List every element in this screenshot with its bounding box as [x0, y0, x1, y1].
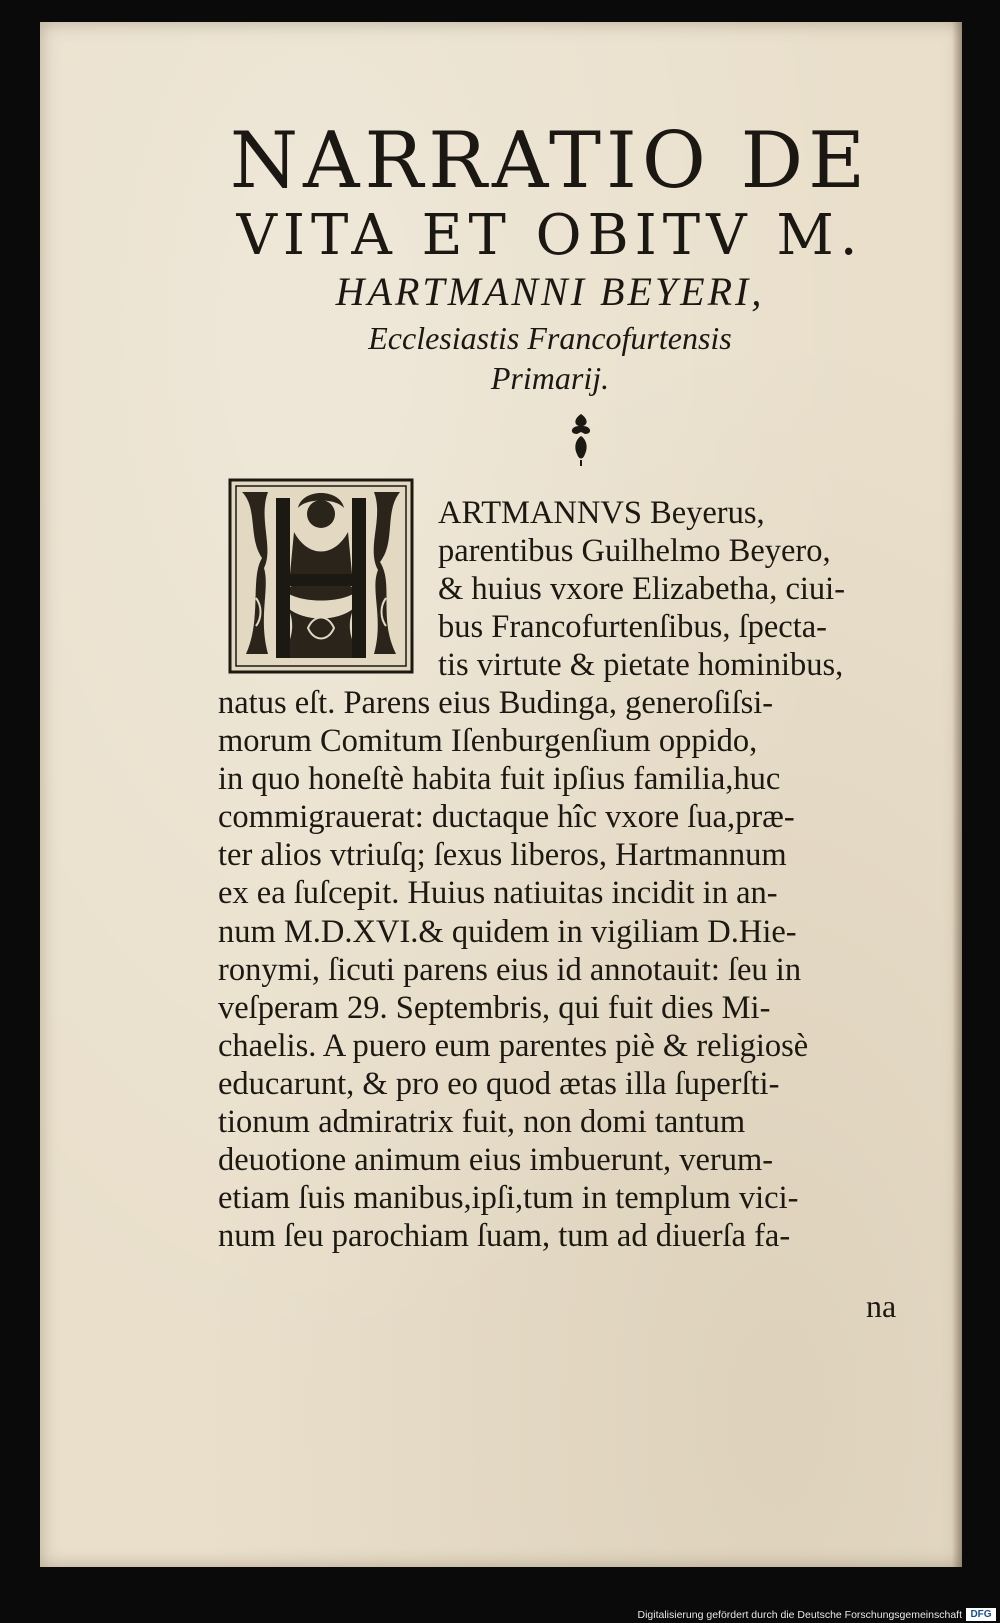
- text-line: ter alios vtriuſq; ſexus liberos, Hartmannum: [218, 837, 787, 874]
- text-line: morum Comitum Iſenburgenſium oppido,: [218, 723, 758, 760]
- text-line: commigrauerat: ductaque hîc vxore ſua,præ-: [218, 799, 795, 836]
- text-line: & huius vxore Elizabetha, ciui-: [438, 571, 846, 608]
- text-line: in quo honeſtè habita fuit ipſius familia,huc: [218, 761, 781, 798]
- fleuron-ornament-icon: [565, 412, 597, 468]
- page-edge-shadow: [952, 22, 962, 1567]
- text-line: tionum admiratrix fuit, non domi tantum: [218, 1104, 746, 1141]
- text-below-initial: [218, 684, 808, 1255]
- text-line: bus Francofurtenſibus, ſpecta-: [438, 609, 827, 646]
- title-line-1: NARRATIO DE: [229, 116, 871, 206]
- text-line: deuotione animum eius imbuerunt, verum-: [218, 1142, 774, 1179]
- text-line: ARTMANNVS Beyerus,: [438, 495, 765, 531]
- title-line-3: HARTMANNI BEYERI,: [335, 269, 765, 314]
- title-line-4: Ecclesiastis Francofurtensis: [368, 320, 732, 356]
- decorated-initial-h-icon: [228, 478, 414, 674]
- text-line: num ſeu parochiam ſuam, tum ad diuerſa fa-: [218, 1218, 791, 1255]
- title-line-5: Primarij.: [490, 360, 610, 396]
- catchword: na: [866, 1288, 897, 1324]
- text-line: etiam ſuis manibus,ipſi,tum in templum vici-: [218, 1180, 799, 1217]
- text-line: parentibus Guilhelmo Beyero,: [438, 533, 831, 570]
- title-line-2: VITA ET OBITV M.: [236, 203, 864, 268]
- text-line: natus eſt. Parens eius Budinga, generoſiſsi-: [218, 685, 774, 721]
- text-line: tis virtute & pietate hominibus,: [438, 647, 844, 684]
- digitization-credit: Digitalisierung gefördert durch die Deutsche Forschungsgemeinschaft: [637, 1609, 962, 1621]
- title-block: [190, 118, 910, 398]
- text-line: veſperam 29. Septembris, qui fuit dies Mi-: [218, 989, 771, 1026]
- text-line: ronymi, ſicuti parens eius id annotauit: ſeu in: [218, 951, 802, 988]
- text-line: num M.D.XVI.& quidem in vigiliam D.Hie-: [218, 913, 797, 950]
- dfg-logo: DFG: [966, 1608, 996, 1621]
- text-line: chaelis. A puero eum parentes piè & religiosè: [218, 1027, 809, 1064]
- text-line: educarunt, & pro eo quod ætas illa ſuperſti-: [218, 1065, 780, 1102]
- text-line: ex ea ſuſcepit. Huius natiuitas incidit in an-: [218, 875, 778, 912]
- text-beside-initial: [438, 494, 845, 684]
